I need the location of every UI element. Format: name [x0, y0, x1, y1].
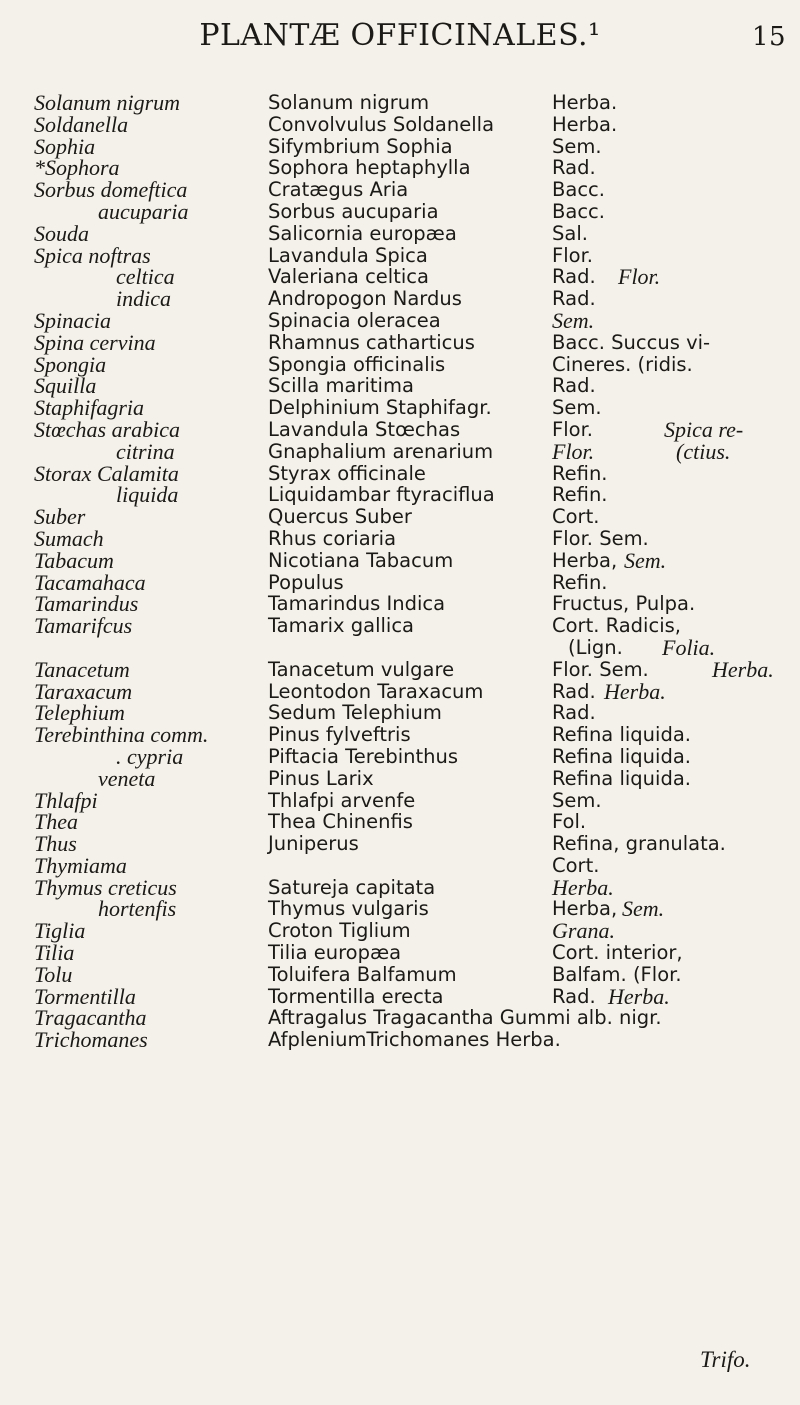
table-row: [0, 874, 800, 900]
pharmacy-name: Tamarifcus: [34, 613, 133, 639]
pharmacy-name: . cypria: [116, 743, 184, 769]
table-row: [0, 242, 800, 268]
plant-part-italic: Herba.: [604, 678, 666, 704]
pharmacy-name: celtica: [116, 264, 175, 290]
table-row: [0, 157, 800, 179]
botanical-name: Spongia officinalis: [268, 352, 446, 376]
plant-part: Flor.: [552, 417, 593, 441]
plant-part: Bacc. Succus vi-: [552, 330, 711, 354]
table-row: [0, 506, 800, 528]
plant-part: Sem.: [552, 396, 602, 420]
pharmacy-name: Staphifagria: [34, 395, 145, 421]
pharmacy-name: Spica noftras: [34, 242, 151, 268]
plant-part-italic: Sem.: [622, 896, 665, 922]
table-row: [0, 920, 800, 942]
plant-part: Sem.: [552, 788, 602, 812]
table-row: [0, 266, 800, 288]
botanical-name: Pinus fylveftris: [268, 723, 411, 747]
pharmacy-name: Thymiama: [34, 852, 127, 878]
botanical-name: Delphinium Staphifagr.: [268, 396, 492, 420]
pharmacy-name: liquida: [116, 482, 179, 508]
botanical-name: Nicotiana Tabacum: [268, 548, 454, 572]
botanical-name: Sorbus aucuparia: [268, 199, 439, 223]
botanical-name: Populus: [268, 570, 344, 594]
plant-part: Cort. interior,: [552, 941, 683, 965]
table-row: [0, 525, 800, 551]
botanical-name: Quercus Suber: [268, 505, 412, 529]
plant-part: Refina, granulata.: [552, 832, 726, 856]
plant-part: Refin.: [552, 570, 608, 594]
plant-part: Refina liquida.: [552, 723, 691, 747]
table-row: [0, 811, 800, 833]
table-row: [0, 656, 800, 682]
plant-part: Bacc.: [552, 199, 605, 223]
plant-part: Herba.: [552, 112, 618, 136]
page-header: [0, 18, 800, 53]
plant-part: Sal.: [552, 221, 588, 245]
table-row: [0, 329, 800, 355]
table-row: [0, 179, 800, 201]
plant-part: Cort.: [552, 853, 600, 877]
pharmacy-name: Tanacetum: [34, 656, 130, 682]
botanical-name-and-part: Aftragalus Tragacantha Gummi alb. nigr.: [268, 1006, 662, 1030]
botanical-name: Thlafpi arvenfe: [268, 788, 416, 812]
page-number: 15: [752, 22, 787, 52]
botanical-name: Rhus coriaria: [268, 526, 397, 550]
pharmacy-name: Thus: [34, 831, 77, 857]
plant-part: Rad.: [552, 374, 596, 398]
table-row: [0, 765, 800, 791]
table-row: [0, 593, 800, 615]
table-row: [0, 569, 800, 595]
botanical-name: Toluifera Balfamum: [268, 962, 457, 986]
plant-part-italic: Sem.: [624, 547, 667, 573]
pharmacy-name: Solanum nigrum: [34, 90, 181, 115]
table-row: [0, 852, 800, 878]
table-row: [0, 288, 800, 310]
botanical-name: Valeriana celtica: [268, 265, 429, 289]
botanical-name: Sifymbrium Sophia: [268, 134, 453, 158]
botanical-name: Tormentilla erecta: [268, 984, 444, 1008]
plant-part: Cineres. (ridis.: [552, 352, 693, 376]
plant-part: Rad.: [552, 679, 596, 703]
page-title: PLANTÆ OFFICINALES.: [199, 18, 589, 53]
plant-part: Rad.: [552, 156, 596, 180]
pharmacy-name: Tamarindus: [34, 591, 139, 617]
catchword: Trifo.: [700, 1347, 751, 1372]
pharmacy-name: Soldanella: [34, 111, 129, 137]
pharmacy-name: Spongia: [34, 351, 107, 377]
botanical-name: Spinacia oleracea: [268, 308, 441, 332]
botanical-name: Cratægus Aria: [268, 178, 409, 202]
plant-part-italic-continued: (ctius.: [676, 438, 731, 464]
botanical-name: Tanacetum vulgare: [268, 657, 455, 681]
plant-part-continued: (Lign.: [568, 636, 623, 660]
pharmacy-name: *Sophora: [34, 155, 120, 181]
pharmacy-name: aucuparia: [98, 198, 189, 224]
table-row: [0, 460, 800, 486]
pharmacy-name: Squilla: [34, 373, 97, 399]
table-row: [0, 787, 800, 813]
plant-part: Sem.: [552, 134, 602, 158]
table-row: [0, 743, 800, 769]
table-row: [0, 702, 800, 724]
pharmacy-name: Tiglia: [34, 918, 86, 944]
plant-part: Refin.: [552, 461, 608, 485]
pharmacy-name: Sophia: [34, 133, 96, 159]
pharmacy-name: Tormentilla: [34, 983, 136, 1009]
entries-table: [0, 92, 800, 1051]
botanical-name: Lavandula Spica: [268, 243, 428, 267]
plant-part: Bacc.: [552, 178, 605, 202]
table-row: [0, 961, 800, 987]
table-row: [0, 397, 800, 419]
plant-part-italic: Herba.: [712, 656, 774, 682]
pharmacy-name: Telephium: [34, 700, 125, 726]
plant-part-italic: Spica re-: [664, 416, 744, 442]
botanical-name: Tamarix gallica: [268, 614, 415, 638]
plant-part: Flor. Sem.: [552, 526, 649, 550]
botanical-name: Styrax officinale: [268, 461, 426, 485]
table-row: [0, 92, 800, 114]
pharmacy-name: Tolu: [34, 961, 73, 987]
pharmacy-name: Tragacantha: [34, 1005, 147, 1031]
plant-part: Flor. Sem.: [552, 657, 649, 681]
botanical-name: Pinus Larix: [268, 766, 374, 790]
botanical-name: Thymus vulgaris: [268, 897, 429, 921]
plant-part: Cort.: [552, 505, 600, 529]
table-row: [0, 416, 800, 442]
table-row: [0, 615, 800, 659]
plant-part: Herba,: [552, 897, 618, 921]
pharmacy-name: Spinacia: [34, 307, 111, 333]
botanical-name: Convolvulus Soldanella: [268, 112, 495, 136]
botanical-name: Scilla maritima: [268, 374, 414, 398]
botanical-name: Andropogon Nardus: [268, 287, 462, 311]
table-row: [0, 1029, 800, 1051]
table-row: [0, 375, 800, 397]
plant-part: Rad.: [552, 287, 596, 311]
table-row: [0, 111, 800, 137]
plant-part: Flor.: [552, 243, 593, 267]
table-row: [0, 307, 800, 333]
table-row: [0, 1007, 800, 1029]
pharmacy-name: citrina: [116, 438, 175, 464]
botanical-name: Lavandula Stœchas: [268, 417, 461, 441]
botanical-name: Piftacia Terebinthus: [268, 744, 459, 768]
botanical-name: Salicornia europæa: [268, 221, 457, 245]
pharmacy-name: Suber: [34, 504, 86, 530]
plant-part: Balfam. (Flor.: [552, 962, 682, 986]
plant-part-italic-continued: Folia.: [662, 635, 716, 661]
pharmacy-name: Thea: [34, 809, 78, 835]
plant-part: Rad.: [552, 701, 596, 725]
plant-part-italic: Flor.: [618, 264, 661, 290]
plant-part-italic: Sem.: [552, 307, 595, 333]
botanical-name: Sedum Telephium: [268, 701, 442, 725]
pharmacy-name: Sorbus domeftica: [34, 177, 188, 203]
table-row: [0, 133, 800, 159]
botanical-name: Rhamnus catharticus: [268, 330, 475, 354]
plant-part: Fol.: [552, 810, 587, 834]
table-row: [0, 678, 800, 704]
plant-part: Fructus, Pulpa.: [552, 592, 696, 616]
plant-part: Herba,: [552, 548, 618, 572]
plant-part: Refina liquida.: [552, 766, 691, 790]
table-row: [0, 484, 800, 506]
table-row: [0, 898, 800, 920]
plant-part-italic: Herba.: [552, 874, 614, 900]
pharmacy-name: Tabacum: [34, 547, 114, 573]
pharmacy-name: indica: [116, 286, 171, 312]
table-row: [0, 724, 800, 746]
plant-part: Herba.: [552, 91, 618, 114]
table-row: [0, 351, 800, 377]
pharmacy-name: Stœchas arabica: [34, 416, 181, 442]
pharmacy-name: Thymus creticus: [34, 874, 177, 900]
table-row: [0, 198, 800, 224]
botanical-name: Liquidambar ftyraciflua: [268, 483, 495, 507]
botanical-name: Sophora heptaphylla: [268, 156, 471, 180]
plant-part: Rad.: [552, 984, 596, 1008]
table-row: [0, 438, 800, 464]
botanical-name: Thea Chinenfis: [268, 810, 413, 834]
botanical-name: Leontodon Taraxacum: [268, 679, 484, 703]
table-row: [0, 833, 800, 855]
footnote-mark: ¹: [588, 18, 601, 53]
table-row: [0, 983, 800, 1009]
table-row: [0, 942, 800, 964]
botanical-name-and-part: AfpleniumTrichomanes Herba.: [268, 1028, 561, 1052]
botanical-name: Tamarindus Indica: [268, 592, 446, 616]
pharmacy-name: Thlafpi: [34, 787, 98, 813]
plant-part-italic: Herba.: [608, 983, 670, 1009]
pharmacy-name: veneta: [98, 765, 156, 791]
plant-part: Rad.: [552, 265, 596, 289]
pharmacy-name: Spina cervina: [34, 329, 156, 355]
table-row: [0, 547, 800, 573]
pharmacy-name: Trichomanes: [34, 1027, 148, 1053]
pharmacy-name: Tilia: [34, 940, 75, 966]
plant-part-italic: Flor.: [552, 438, 595, 464]
plant-part: Refin.: [552, 483, 608, 507]
table-row: [0, 220, 800, 246]
botanical-name: Juniperus: [268, 832, 359, 856]
pharmacy-name: hortenfis: [98, 896, 177, 922]
plant-part: Cort. Radicis,: [552, 614, 681, 638]
botanical-name: Satureja capitata: [268, 875, 436, 899]
pharmacy-name: Terebinthina comm.: [34, 722, 209, 748]
botanical-name: Croton Tiglium: [268, 919, 411, 943]
botanical-name: Tilia europæa: [268, 941, 402, 965]
botanical-name: Solanum nigrum: [268, 91, 430, 114]
plant-part: Refina liquida.: [552, 744, 691, 768]
pharmacy-name: Tacamahaca: [34, 569, 146, 595]
pharmacy-name: Souda: [34, 220, 89, 246]
pharmacy-name: Taraxacum: [34, 678, 133, 704]
plant-part-italic: Grana.: [552, 918, 615, 944]
pharmacy-name: Storax Calamita: [34, 460, 179, 486]
pharmacy-name: Sumach: [34, 525, 104, 551]
botanical-name: Gnaphalium arenarium: [268, 439, 494, 463]
